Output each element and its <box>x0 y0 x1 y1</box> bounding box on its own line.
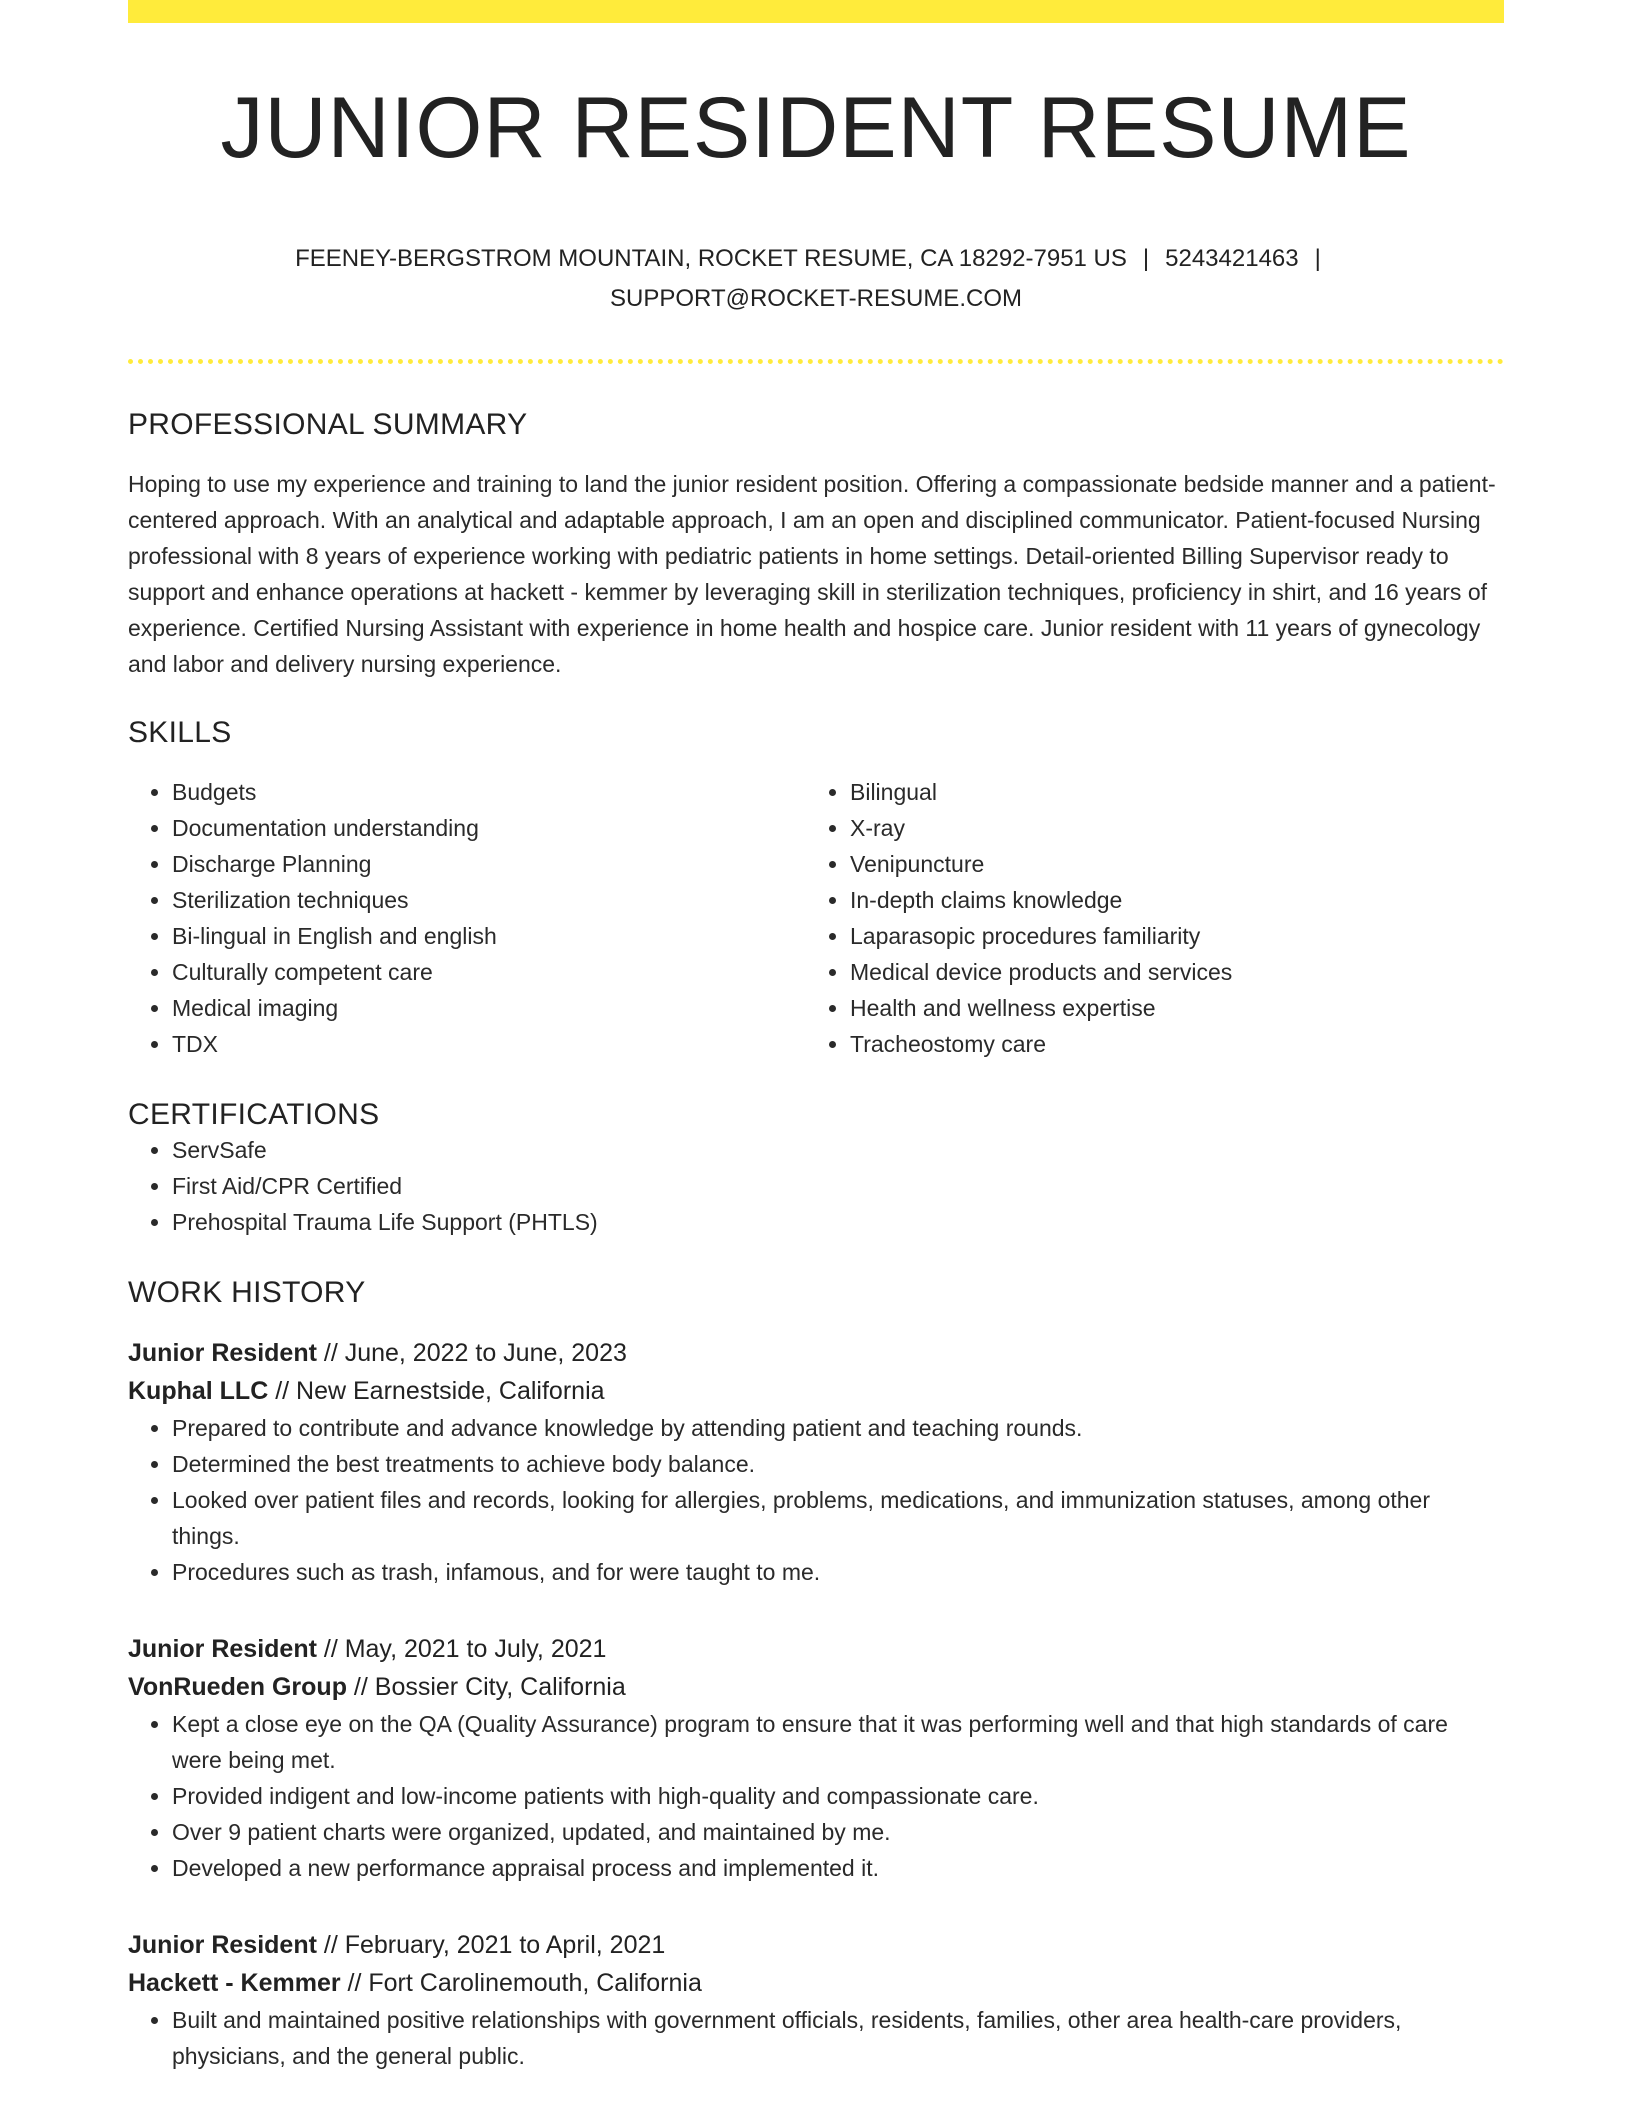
skills-column-left <box>128 774 806 1062</box>
header-divider <box>128 359 1504 364</box>
job-entry <box>128 1926 1504 2074</box>
certification-item: • First Aid/CPR Certified <box>172 1168 1504 1204</box>
job-location: // Bossier City, California <box>346 1673 626 1701</box>
certifications-list <box>128 1132 1504 1240</box>
job-entry <box>128 1334 1504 1590</box>
job-bullet: • Provided indigent and low-income patients with high-quality and compassionate care. <box>172 1778 1504 1814</box>
job-company-line <box>128 1964 1504 2002</box>
job-title-line <box>128 1334 1504 1372</box>
contact-separator: | <box>1142 245 1150 272</box>
resume-page <box>128 0 1504 2074</box>
contact-separator: | <box>1314 245 1321 272</box>
contact-phone: 5243421463 <box>1165 245 1299 272</box>
skills-columns <box>128 774 1504 1062</box>
skill-item: • Documentation understanding <box>172 810 806 846</box>
job-bullet: • Determined the best treatments to achieve body balance. <box>172 1446 1504 1482</box>
top-accent-bar <box>128 0 1504 23</box>
skill-item: • Health and wellness expertise <box>850 990 1484 1026</box>
summary-text: Hoping to use my experience and training to land the junior resident position. Offering a compassionate bedside manner and a patient-centered approach. With an analytical and adaptable approach, I am an open and disciplined communicator. Patient-focused Nursing professional with 8 years of experience working with pediatric patients in home settings. Detail-oriented Billing Supervisor ready to support and enhance operations at hackett - kemmer by leveraging skill in sterilization techniques, proficiency in shirt, and 16 years of experience. Certified Nursing Assistant with experience in home health and hospice care. Junior resident with 11 years of gynecology and labor and delivery nursing experience. <box>128 471 1496 677</box>
job-title-line <box>128 1926 1504 1964</box>
job-bullet: • Built and maintained positive relationships with government officials, residents, families, other area health-care providers, physicians, and the general public. <box>172 2002 1504 2074</box>
skill-item: • X-ray <box>850 810 1484 846</box>
contact-email: SUPPORT@ROCKET-RESUME.COM <box>610 285 1022 312</box>
skill-item: • Bi-lingual in English and english <box>172 918 806 954</box>
certification-item: • Prehospital Trauma Life Support (PHTLS) <box>172 1204 1504 1240</box>
skill-item: • Venipuncture <box>850 846 1484 882</box>
job-bullet: • Developed a new performance appraisal process and implemented it. <box>172 1850 1504 1886</box>
job-title-line <box>128 1630 1504 1668</box>
job-bullet: • Over 9 patient charts were organized, updated, and maintained by me. <box>172 1814 1504 1850</box>
skill-item: • Budgets <box>172 774 806 810</box>
contact-address: FEENEY-BERGSTROM MOUNTAIN, ROCKET RESUME, CA 18292-7951 US <box>295 245 1127 272</box>
skills-list-right <box>806 774 1484 1062</box>
job-bullets <box>128 1706 1504 1886</box>
job-title: Junior Resident <box>128 1931 317 1959</box>
skill-item: • Sterilization techniques <box>172 882 806 918</box>
skill-item: • TDX <box>172 1026 806 1062</box>
summary-heading: PROFESSIONAL SUMMARY <box>128 408 528 441</box>
resume-title: JUNIOR RESIDENT RESUME <box>220 80 1412 176</box>
job-bullets <box>128 2002 1504 2074</box>
job-dates: // June, 2022 to June, 2023 <box>316 1339 627 1367</box>
job-bullet: • Prepared to contribute and advance knowledge by attending patient and teaching rounds. <box>172 1410 1504 1446</box>
job-bullets <box>128 1410 1504 1590</box>
job-dates: // February, 2021 to April, 2021 <box>316 1931 666 1959</box>
skills-column-right <box>806 774 1484 1062</box>
contact-info <box>128 239 1504 319</box>
job-company-line <box>128 1372 1504 1410</box>
skill-item: • Medical device products and services <box>850 954 1484 990</box>
skill-item: • In-depth claims knowledge <box>850 882 1484 918</box>
skill-item: • Discharge Planning <box>172 846 806 882</box>
certification-item: • ServSafe <box>172 1132 1504 1168</box>
job-dates: // May, 2021 to July, 2021 <box>316 1635 607 1663</box>
job-title: Junior Resident <box>128 1635 317 1663</box>
skill-item: • Tracheostomy care <box>850 1026 1484 1062</box>
job-bullet: • Kept a close eye on the QA (Quality Assurance) program to ensure that it was performing well and that high standards of care were being met. <box>172 1706 1504 1778</box>
job-company: Kuphal LLC <box>128 1377 269 1405</box>
job-location: // Fort Carolinemouth, California <box>340 1969 702 1997</box>
work-history-heading: WORK HISTORY <box>128 1276 366 1309</box>
skill-item: • Culturally competent care <box>172 954 806 990</box>
skills-list-left <box>128 774 806 1062</box>
skill-item: • Laparasopic procedures familiarity <box>850 918 1484 954</box>
job-bullet: • Procedures such as trash, infamous, and for were taught to me. <box>172 1554 1504 1590</box>
job-company-line <box>128 1668 1504 1706</box>
job-title: Junior Resident <box>128 1339 317 1367</box>
job-location: // New Earnestside, California <box>268 1377 605 1405</box>
job-company: VonRueden Group <box>128 1673 347 1701</box>
job-entry <box>128 1630 1504 1886</box>
job-bullet: • Looked over patient files and records, looking for allergies, problems, medications, and immunization statuses, among other things. <box>172 1482 1504 1554</box>
job-company: Hackett - Kemmer <box>128 1969 341 1997</box>
skill-item: • Bilingual <box>850 774 1484 810</box>
skills-heading: SKILLS <box>128 716 232 749</box>
skill-item: • Medical imaging <box>172 990 806 1026</box>
certifications-heading: CERTIFICATIONS <box>128 1098 380 1131</box>
